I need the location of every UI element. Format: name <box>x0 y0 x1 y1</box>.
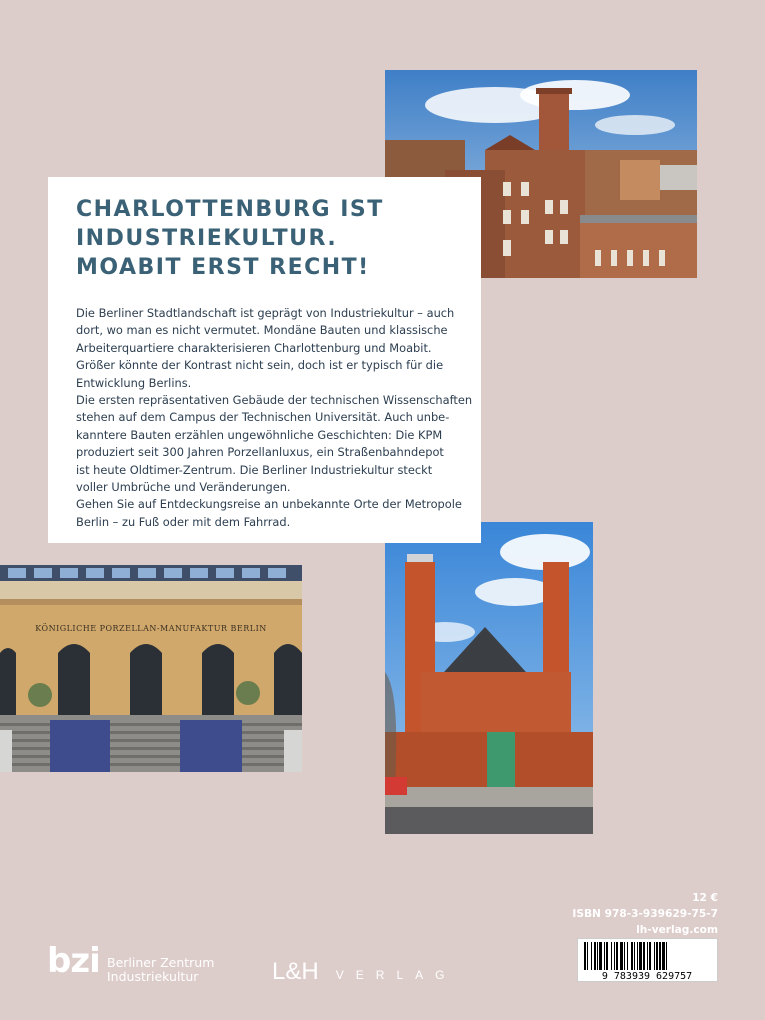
body-line: ist heute Oldtimer-Zentrum. Die Berliner Industriekultur steckt <box>76 462 433 477</box>
body-line: produziert seit 300 Jahren Porzellanluxus, ein Straßenbahndepot <box>76 445 444 460</box>
barcode-number: 9 783939 629757 <box>601 971 693 981</box>
headline <box>76 195 396 282</box>
headline-line-2: INDUSTRIEKULTUR. <box>76 226 338 251</box>
barcode-bars <box>578 939 717 981</box>
headline-line-1: CHARLOTTENBURG IST <box>76 197 384 222</box>
body-line: Gehen Sie auf Entdeckungsreise an unbekannte Orte der Metropole <box>76 497 462 512</box>
body-line: dort, wo man es nicht vermutet. Mondäne Bauten und klassische <box>76 323 448 338</box>
website-link[interactable]: lh-verlag.com <box>636 924 718 936</box>
headline-line-3: MOABIT ERST RECHT! <box>76 255 370 280</box>
bzi-logo-line-1: Berliner Zentrum <box>107 955 215 970</box>
bzi-logo-mark: bzi <box>47 941 100 981</box>
body-line: Die ersten repräsentativen Gebäude der technischen Wissenschaften <box>76 393 473 408</box>
body-line: Größer könnte der Kontrast nicht sein, doch ist er typisch für die <box>76 358 444 373</box>
bzi-logo-line-2: Industriekultur <box>107 969 199 984</box>
body-line: kanntere Bauten erzählen ungewöhnliche Geschichten: Die KPM <box>76 427 443 442</box>
barcode <box>577 938 718 982</box>
body-line: stehen auf dem Campus der Technischen Universität. Auch unbe- <box>76 410 450 425</box>
kpm-sign: KÖNIGLICHE PORZELLAN-MANUFAKTUR BERLIN <box>35 624 267 633</box>
body-line: Die Berliner Stadtlandschaft ist geprägt von Industriekultur – auch <box>76 306 455 320</box>
body-line: Arbeiterquartiere charakterisieren Charlottenburg und Moabit. <box>76 340 432 355</box>
price: 12 € <box>692 892 718 904</box>
bzi-logo-text <box>107 956 214 984</box>
lh-logo-word: VERLAG <box>335 968 457 982</box>
body-line: Berlin – zu Fuß oder mit dem Fahrrad. <box>76 514 291 529</box>
body-text <box>76 305 473 531</box>
photo-brick-depot <box>385 522 593 834</box>
lh-verlag-logo <box>272 958 456 988</box>
price-block <box>572 890 718 938</box>
body-line: voller Umbrüche und Veränderungen. <box>76 480 291 495</box>
body-line: Entwicklung Berlins. <box>76 375 192 390</box>
isbn: ISBN 978-3-939629-75-7 <box>572 908 718 920</box>
text-panel <box>48 177 481 543</box>
photo-kpm-building <box>0 565 302 772</box>
lh-logo-mark: L&H <box>272 958 319 985</box>
